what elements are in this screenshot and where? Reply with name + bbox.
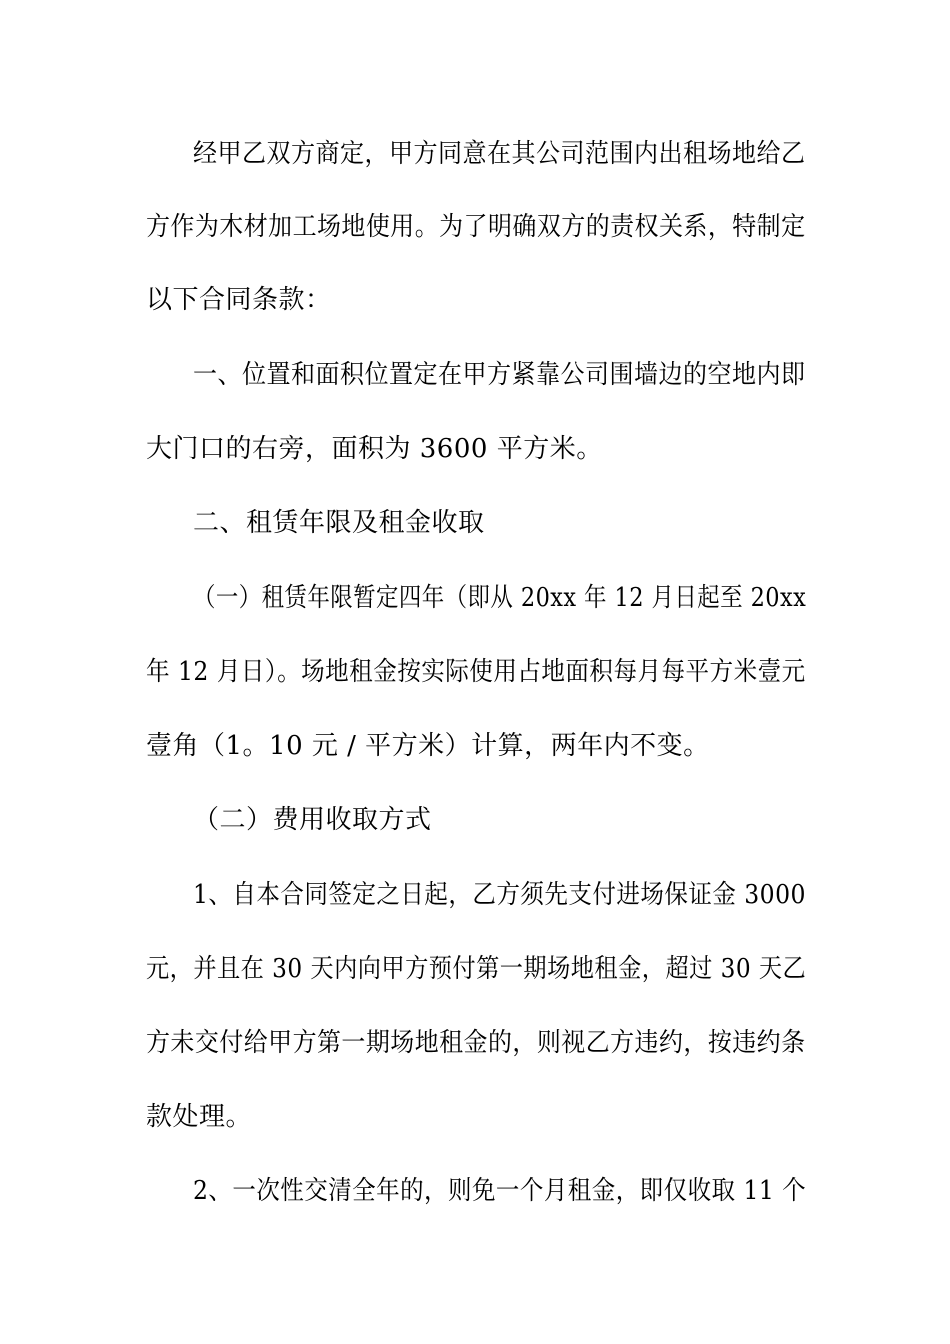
paragraph-line-3: 以下合同条款： <box>146 285 332 315</box>
clause-1-line-1: 1、自本合同签定之日起，乙方须先支付进场保证金 3000 <box>193 880 806 910</box>
subsection-1-line-1: （一）租赁年限暂定四年（即从 20xx 年 12 月日起至 20xx <box>193 583 807 613</box>
subsection-2-heading: （二）费用收取方式 <box>193 805 432 835</box>
section-1-line-1: 一、位置和面积位置定在甲方紧靠公司围墙边的空地内即 <box>193 360 806 390</box>
paragraph-line-2: 方作为木材加工场地使用。为了明确双方的责权关系，特制定 <box>146 212 806 242</box>
subsection-1-line-3: 壹角（1。10 元 / 平方米）计算，两年内不变。 <box>146 731 710 761</box>
clause-1-line-4: 款处理。 <box>146 1102 253 1132</box>
clause-1-line-3: 方未交付给甲方第一期场地租金的，则视乙方违约，按违约条 <box>146 1028 806 1058</box>
subsection-1-line-2: 年 12 月日）。场地租金按实际使用占地面积每月每平方米壹元 <box>146 657 806 687</box>
clause-2-line-1: 2、一次性交清全年的，则免一个月租金，即仅收取 11 个 <box>193 1176 807 1206</box>
section-1-line-2: 大门口的右旁，面积为 3600 平方米。 <box>146 434 603 464</box>
clause-1-line-2: 元，并且在 30 天内向甲方预付第一期场地租金，超过 30 天乙 <box>146 954 807 984</box>
section-2-heading: 二、租赁年限及租金收取 <box>193 508 485 538</box>
paragraph-line-1: 经甲乙双方商定，甲方同意在其公司范围内出租场地给乙 <box>193 139 806 169</box>
